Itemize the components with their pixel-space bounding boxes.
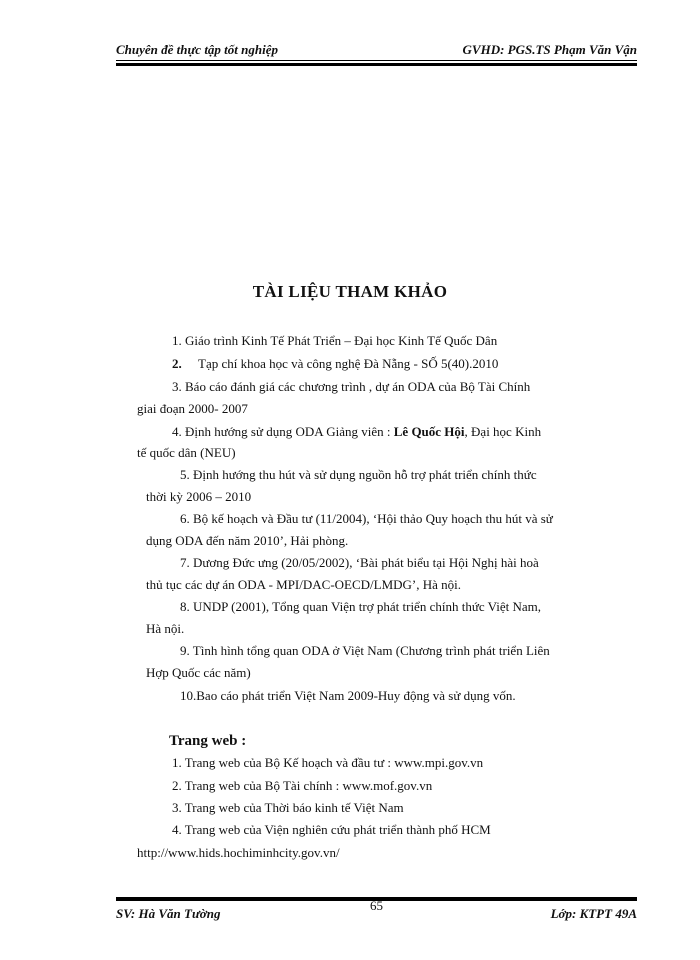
web-item-2: 2. Trang web của Bộ Tài chính : www.mof.gov.vn <box>172 778 433 793</box>
reference-item-4-cont: tế quốc dân (NEU) <box>137 445 236 460</box>
reference-item-7-cont: thủ tục các dự án ODA - MPI/DAC-OECD/LMDG’, Hà nội. <box>146 577 462 592</box>
reference-item-3: 3. Báo cáo đánh giá các chương trình , dự án ODA của Bộ Tài Chính <box>172 379 531 394</box>
reference-text: Tạp chí khoa học và công nghệ Đà Nẵng - SỐ 5(40).2010 <box>198 356 499 371</box>
reference-number: 2. <box>172 356 182 371</box>
page-number: 65 <box>370 898 383 913</box>
header-rule-thick <box>116 63 637 66</box>
header-left: Chuyên đề thực tập tốt nghiệp <box>116 42 278 57</box>
reference-item-2 <box>172 356 498 372</box>
header-right: GVHD: PGS.TS Phạm Văn Vận <box>462 42 637 57</box>
reference-item-4 <box>172 424 541 440</box>
footer-class: Lớp: KTPT 49A <box>550 906 637 921</box>
page-title: TÀI LIỆU THAM KHẢO <box>252 282 448 301</box>
reference-item-6-cont: dụng ODA đến năm 2010’, Hải phòng. <box>146 533 349 548</box>
reference-item-8-cont: Hà nội. <box>146 621 185 636</box>
reference-text: 4. Định hướng sử dụng ODA Giảng viên : <box>172 424 394 439</box>
page-footer <box>116 898 637 926</box>
web-heading: Trang web : <box>169 733 247 749</box>
reference-item-7: 7. Dương Đức ưng (20/05/2002), ‘Bài phát biểu tại Hội Nghị hài hoà <box>180 555 539 570</box>
reference-item-3-cont: giai đoạn 2000- 2007 <box>137 401 248 416</box>
reference-item-5: 5. Định hướng thu hút và sử dụng nguồn hỗ trợ phát triển chính thức <box>180 467 537 482</box>
reference-item-5-cont: thời kỳ 2006 – 2010 <box>146 489 252 504</box>
web-item-1: 1. Trang web của Bộ Kế hoạch và đầu tư : www.mpi.gov.vn <box>172 755 484 770</box>
page-header <box>116 40 637 60</box>
web-item-4: 4. Trang web của Viện nghiên cứu phát triển thành phố HCM <box>172 822 491 837</box>
author-name: Lê Quốc Hội <box>393 424 465 439</box>
web-item-4-url: http://www.hids.hochiminhcity.gov.vn/ <box>137 845 340 860</box>
header-rule <box>116 60 637 61</box>
reference-item-9-cont: Hợp Quốc các năm) <box>146 665 251 680</box>
web-item-3: 3. Trang web của Thời báo kinh tế Việt Nam <box>172 800 404 815</box>
reference-item-9: 9. Tình hình tổng quan ODA ở Việt Nam (Chương trình phát triển Liên <box>180 643 550 658</box>
footer-student: SV: Hà Văn Tường <box>116 906 221 921</box>
reference-item-1: 1. Giáo trình Kinh Tế Phát Triển – Đại học Kinh Tế Quốc Dân <box>172 333 498 348</box>
reference-item-8: 8. UNDP (2001), Tổng quan Viện trợ phát triển chính thức Việt Nam, <box>180 599 542 614</box>
reference-item-10: 10.Bao cáo phát triển Việt Nam 2009-Huy động và sử dụng vốn. <box>180 688 516 703</box>
reference-text: , Đại học Kinh <box>464 424 542 439</box>
reference-item-6: 6. Bộ kế hoạch và Đầu tư (11/2004), ‘Hội thảo Quy hoạch thu hút và sử <box>180 511 553 526</box>
